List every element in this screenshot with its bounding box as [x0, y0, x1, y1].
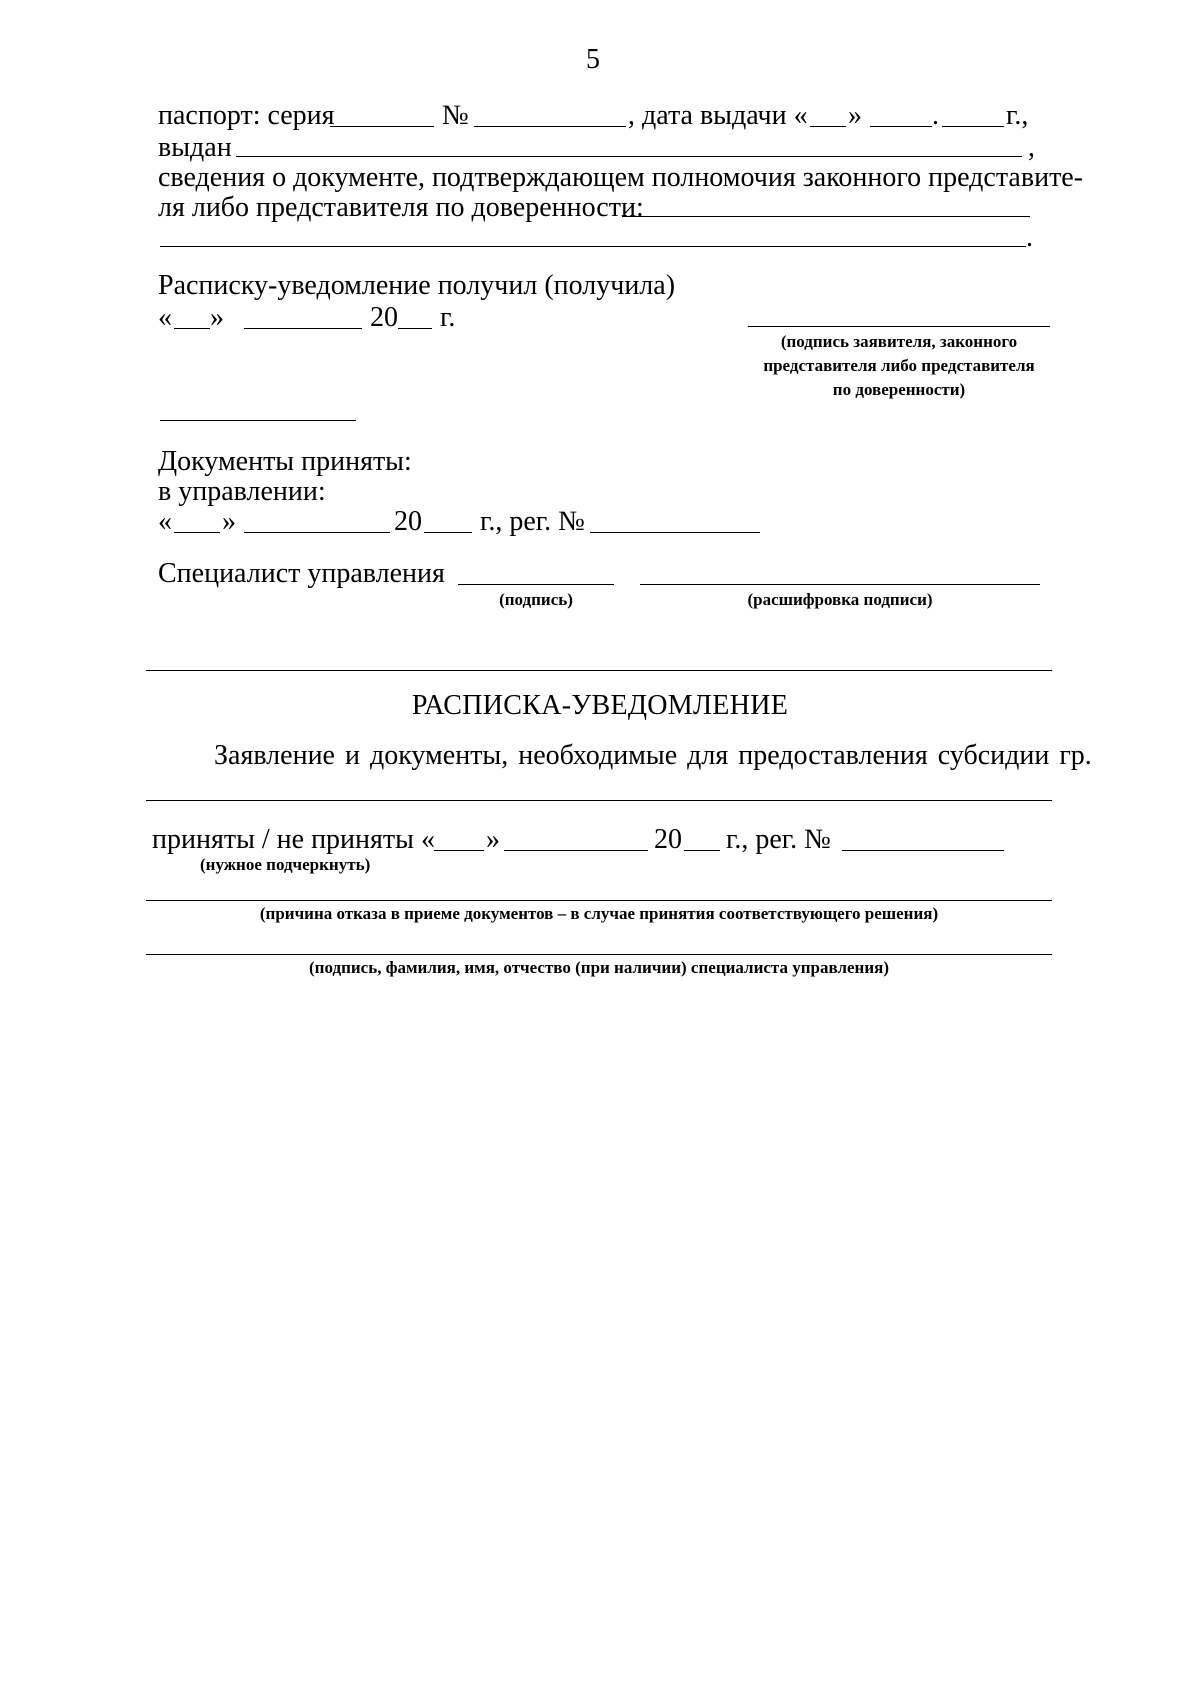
documents-accepted-reg-label: г., рег. №	[480, 506, 585, 537]
notice-quote-close: »	[486, 824, 500, 855]
receipt-received-year-suffix: г.	[440, 302, 456, 333]
specialist-signature-caption: (подпись)	[499, 590, 573, 609]
specialist-name-field[interactable]	[640, 584, 1040, 585]
passport-issue-day-field[interactable]	[810, 126, 846, 127]
documents-accepted-quote-open: «	[158, 506, 172, 537]
passport-number-field[interactable]	[474, 126, 626, 127]
receipt-received-day-field[interactable]	[174, 328, 210, 329]
passport-series-label: паспорт: серия	[158, 100, 335, 131]
documents-accepted-reg-number-field[interactable]	[590, 532, 760, 533]
notice-title: РАСПИСКА-УВЕДОМЛЕНИЕ	[411, 690, 789, 721]
passport-issue-date-label: , дата выдачи «	[628, 100, 808, 131]
documents-accepted-year-prefix: 20	[394, 506, 422, 537]
page-number: 5	[586, 44, 600, 75]
notice-day-field[interactable]	[434, 850, 484, 851]
notice-year-field[interactable]	[684, 850, 720, 851]
notice-reg-label: г., рег. №	[726, 824, 831, 855]
passport-issued-by-comma: ,	[1028, 132, 1035, 163]
notice-specialist-signature-field[interactable]	[146, 954, 1052, 955]
refusal-reason-caption: (причина отказа в приеме документов – в случае принятия соответствующего решения)	[259, 904, 939, 923]
passport-issued-by-label: выдан	[158, 132, 232, 163]
notice-accepted-label: приняты / не приняты «	[152, 824, 435, 855]
authority-document-field-2[interactable]	[160, 246, 1026, 247]
documents-accepted-day-field[interactable]	[174, 532, 220, 533]
authority-document-label-line2: ля либо представителя по доверенности:	[158, 192, 644, 223]
notice-specialist-caption: (подпись, фамилия, имя, отчество (при наличии) специалиста управления)	[309, 958, 889, 977]
notice-year-prefix: 20	[654, 824, 682, 855]
applicant-signature-caption	[748, 330, 1050, 402]
receipt-received-year-field[interactable]	[398, 328, 432, 329]
applicant-signature-caption-line2: представителя либо представителя	[763, 356, 1035, 375]
receipt-received-quote-close: »	[210, 302, 224, 333]
notice-underline-hint: (нужное подчеркнуть)	[200, 855, 371, 874]
specialist-label: Специалист управления	[158, 558, 445, 589]
receipt-received-year-prefix: 20	[370, 302, 398, 333]
documents-accepted-quote-close: »	[222, 506, 236, 537]
authority-document-field-1[interactable]	[622, 216, 1030, 217]
applicant-signature-caption-line1: (подпись заявителя, законного	[780, 332, 1018, 351]
passport-issue-quote-close: »	[848, 100, 862, 131]
notice-month-field[interactable]	[504, 850, 648, 851]
passport-year-suffix: г.,	[1006, 100, 1029, 131]
specialist-signature-field[interactable]	[458, 584, 614, 585]
passport-number-label: №	[442, 100, 469, 131]
passport-issue-dot: .	[932, 100, 939, 131]
notice-citizen-name-field[interactable]	[146, 800, 1052, 801]
receipt-received-quote-open: «	[158, 302, 172, 333]
passport-series-field[interactable]	[330, 126, 434, 127]
passport-issued-by-field[interactable]	[236, 156, 1022, 157]
receipt-received-month-field[interactable]	[244, 328, 362, 329]
receipt-received-label: Расписку-уведомление получил (получила)	[158, 270, 676, 301]
passport-issue-month-field[interactable]	[870, 126, 932, 127]
notice-statement: Заявление и документы, необходимые для предоставления субсидии гр.	[214, 740, 1092, 771]
notice-reg-number-field[interactable]	[842, 850, 1004, 851]
passport-issue-year-field[interactable]	[942, 126, 1004, 127]
section-divider-short	[160, 420, 356, 421]
documents-accepted-department-label: в управлении:	[158, 476, 326, 507]
documents-accepted-year-field[interactable]	[424, 532, 472, 533]
cut-line	[146, 670, 1052, 671]
refusal-reason-field[interactable]	[146, 900, 1052, 901]
documents-accepted-label: Документы приняты:	[158, 446, 412, 477]
specialist-name-caption: (расшифровка подписи)	[747, 590, 933, 609]
applicant-signature-caption-line3: по доверенности)	[832, 380, 966, 399]
documents-accepted-month-field[interactable]	[244, 532, 390, 533]
authority-document-label-line1: сведения о документе, подтверждающем полномочия законного представите-	[158, 162, 1084, 193]
applicant-signature-field[interactable]	[748, 326, 1050, 327]
authority-document-period: .	[1026, 222, 1033, 253]
